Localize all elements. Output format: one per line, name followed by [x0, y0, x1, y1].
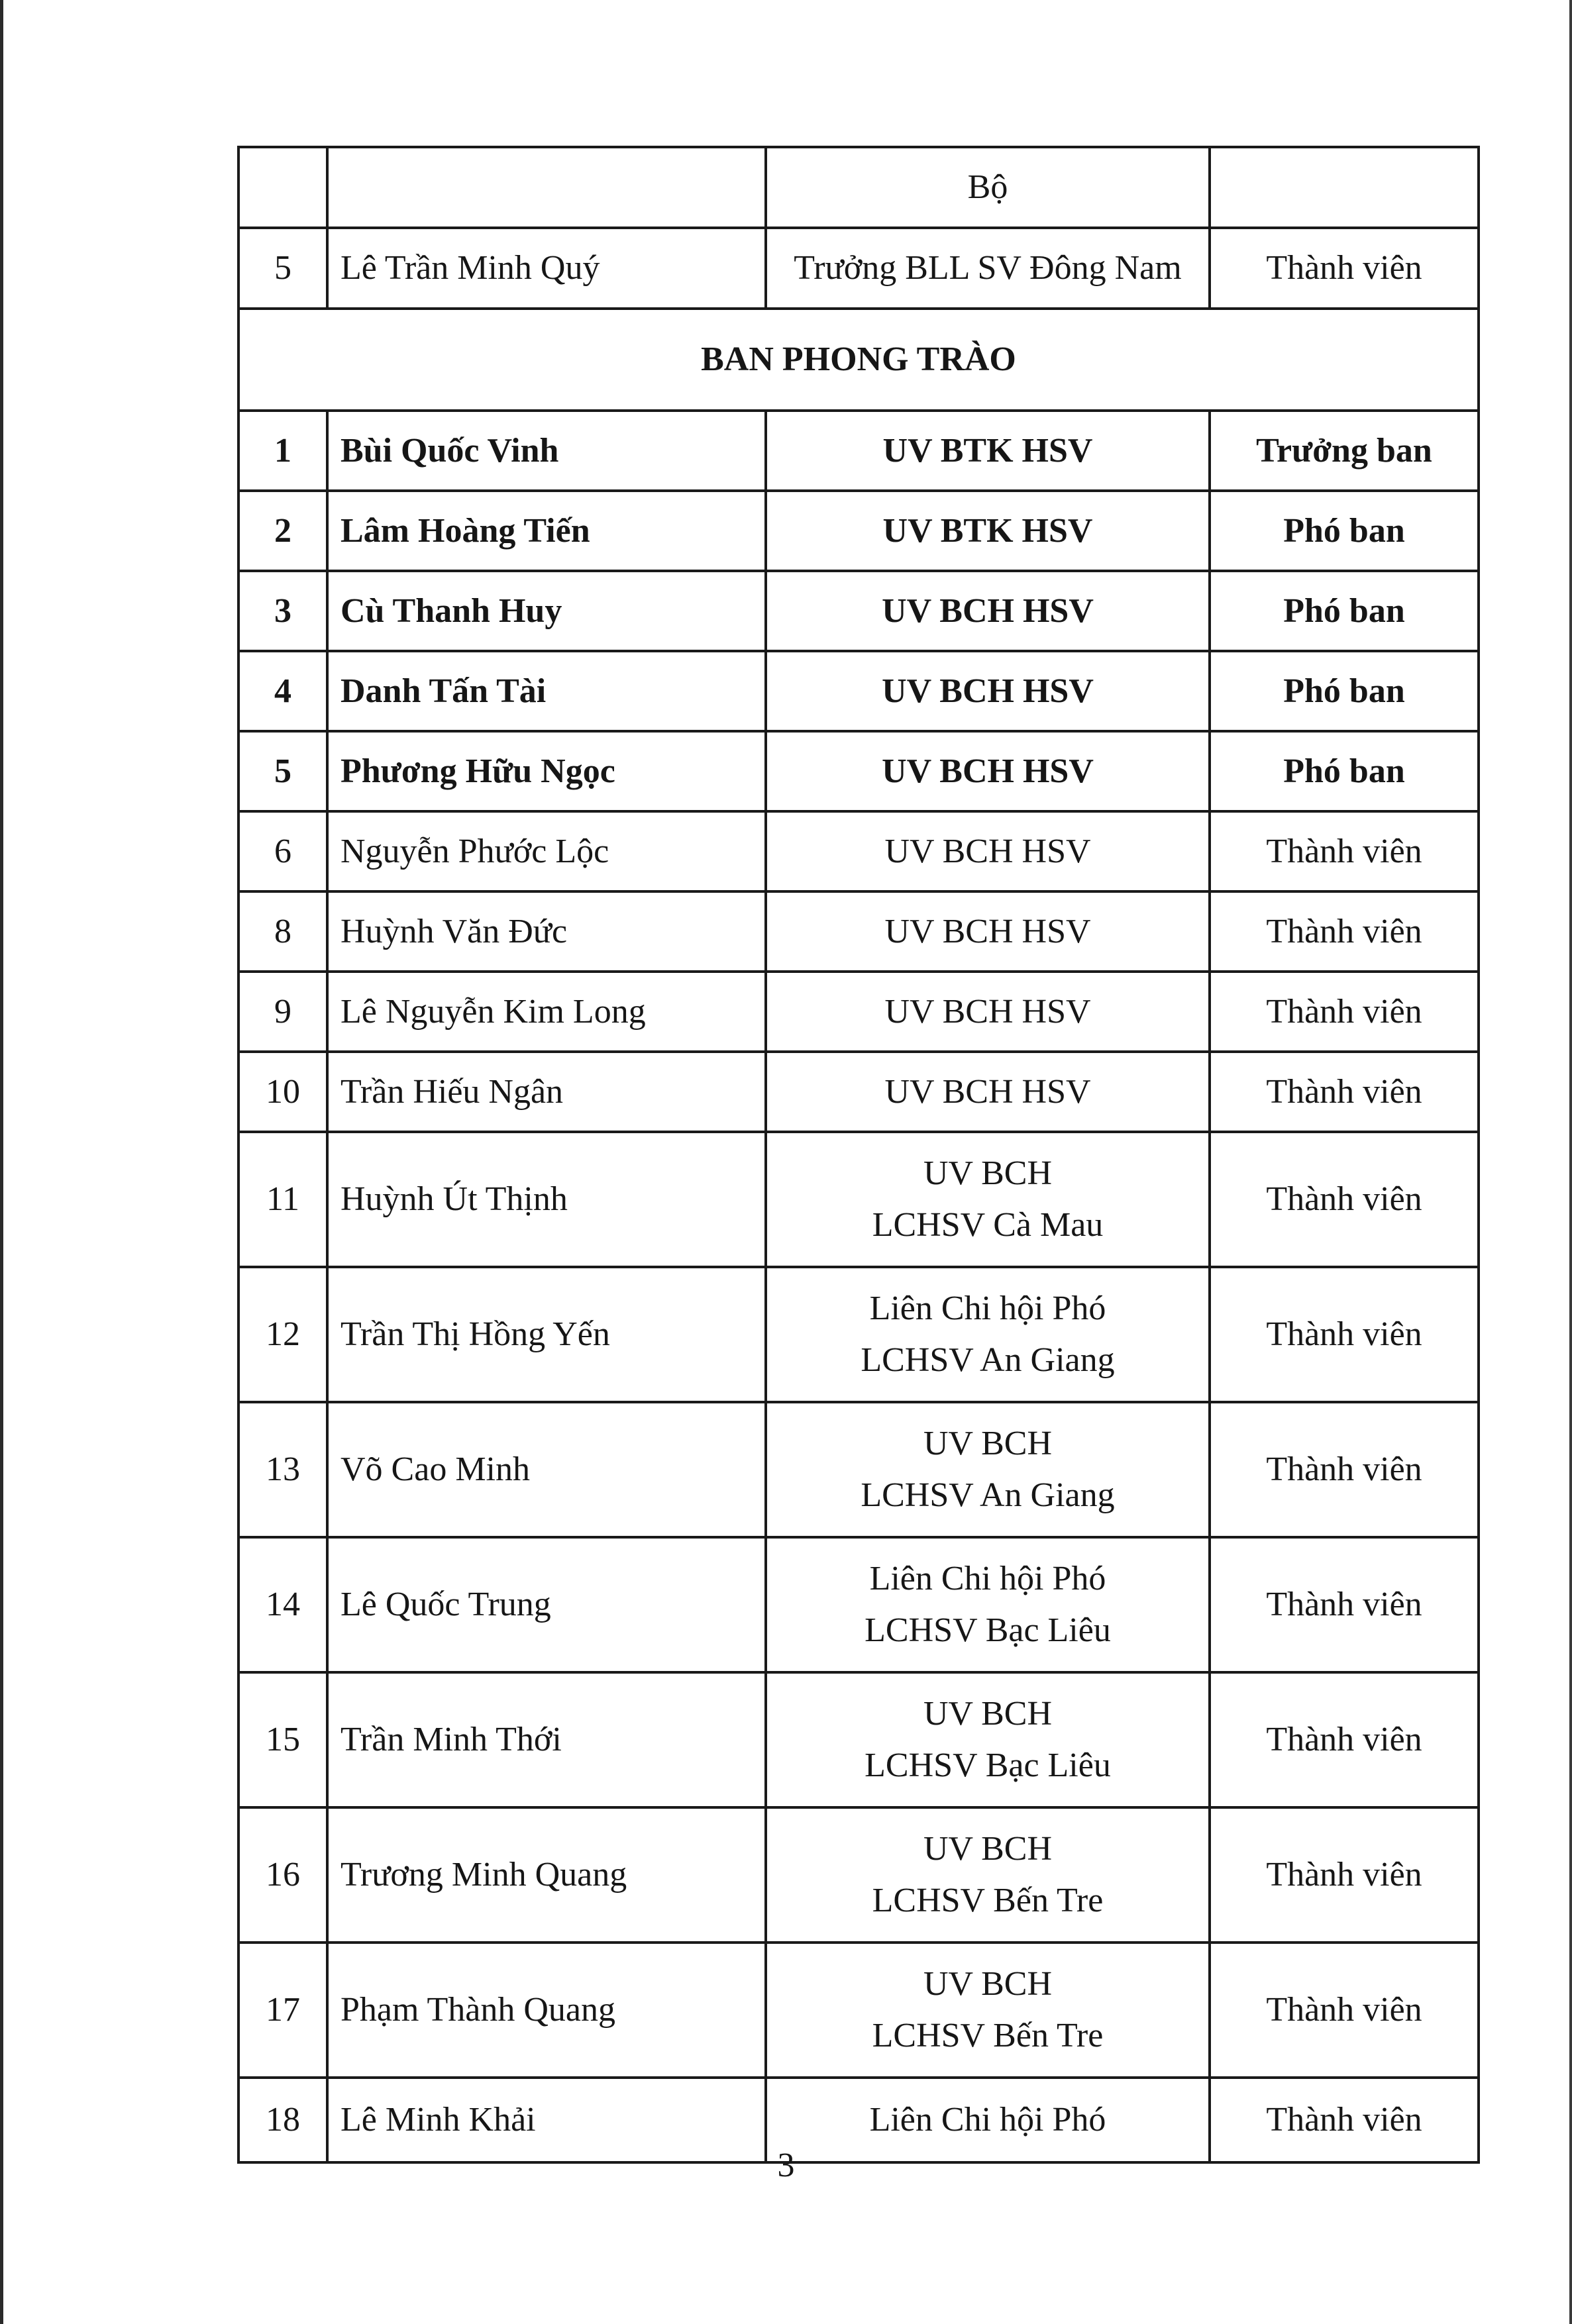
position-cell: Liên Chi hội Phó: [766, 2078, 1210, 2162]
role-cell: Phó ban: [1210, 731, 1479, 811]
position-cell: [766, 1132, 1210, 1267]
position-line-1: UV BCH: [923, 1830, 1053, 1868]
position-cell: Bộ: [766, 147, 1210, 228]
page-edge-right: [1569, 0, 1572, 2324]
stt-cell: 9: [238, 972, 327, 1052]
name-cell: Trần Minh Thới: [327, 1672, 766, 1807]
position-line-2: LCHSV An Giang: [861, 1341, 1115, 1379]
position-cell: [766, 1943, 1210, 2078]
position-cell: UV BCH HSV: [766, 651, 1210, 731]
stt-cell: 14: [238, 1537, 327, 1672]
position-line-2: LCHSV Bạc Liêu: [865, 1611, 1111, 1649]
page-number: 3: [777, 2147, 795, 2184]
position-cell: UV BCH HSV: [766, 972, 1210, 1052]
page-edge-left: [0, 0, 3, 2324]
role-cell: Thành viên: [1210, 1672, 1479, 1807]
table-row: [238, 891, 1479, 972]
stt-cell: 6: [238, 811, 327, 891]
role-cell: Thành viên: [1210, 1537, 1479, 1672]
name-cell: Lê Quốc Trung: [327, 1537, 766, 1672]
name-cell: Lê Trần Minh Quý: [327, 228, 766, 309]
name-cell: [327, 147, 766, 228]
stt-cell: 12: [238, 1267, 327, 1402]
member-table: [237, 146, 1480, 2164]
stt-cell: 2: [238, 491, 327, 571]
stt-cell: 13: [238, 1402, 327, 1537]
position-cell: UV BCH HSV: [766, 731, 1210, 811]
name-cell: Phương Hữu Ngọc: [327, 731, 766, 811]
position-cell: UV BCH HSV: [766, 1052, 1210, 1132]
role-cell: Thành viên: [1210, 1943, 1479, 2078]
stt-cell: 1: [238, 411, 327, 491]
stt-cell: 17: [238, 1943, 327, 2078]
stt-cell: [238, 147, 327, 228]
position-line-1: Liên Chi hội Phó: [869, 1560, 1106, 1597]
table-row: [238, 1807, 1479, 1943]
name-cell: Nguyễn Phước Lộc: [327, 811, 766, 891]
table-row-continuation: [238, 147, 1479, 228]
position-cell: UV BCH HSV: [766, 811, 1210, 891]
table-row: [238, 972, 1479, 1052]
table-row: [238, 1943, 1479, 2078]
position-line-1: UV BCH: [923, 1695, 1053, 1733]
stt-cell: 18: [238, 2078, 327, 2162]
role-cell: Phó ban: [1210, 651, 1479, 731]
name-cell: Trần Hiếu Ngân: [327, 1052, 766, 1132]
name-cell: Phạm Thành Quang: [327, 1943, 766, 2078]
table-row: [238, 651, 1479, 731]
position-cell: [766, 1672, 1210, 1807]
table-row: [238, 1402, 1479, 1537]
role-cell: Phó ban: [1210, 491, 1479, 571]
position-line-2: LCHSV An Giang: [861, 1476, 1115, 1514]
table-row: [238, 1537, 1479, 1672]
name-cell: Lâm Hoàng Tiến: [327, 491, 766, 571]
position-cell: [766, 1267, 1210, 1402]
role-cell: [1210, 147, 1479, 228]
table-row: [238, 731, 1479, 811]
name-cell: Trương Minh Quang: [327, 1807, 766, 1943]
position-cell: [766, 1537, 1210, 1672]
name-cell: Trần Thị Hồng Yến: [327, 1267, 766, 1402]
role-cell: Thành viên: [1210, 811, 1479, 891]
position-cell: UV BTK HSV: [766, 411, 1210, 491]
role-cell: Thành viên: [1210, 1402, 1479, 1537]
name-cell: Cù Thanh Huy: [327, 571, 766, 651]
table-row: [238, 491, 1479, 571]
stt-cell: 4: [238, 651, 327, 731]
position-line-2: LCHSV Bến Tre: [872, 2017, 1104, 2054]
position-line-1: Liên Chi hội Phó: [869, 1289, 1106, 1327]
position-line-1: UV BCH: [923, 1154, 1053, 1192]
name-cell: Võ Cao Minh: [327, 1402, 766, 1537]
section-header-row: [238, 309, 1479, 411]
stt-cell: 11: [238, 1132, 327, 1267]
role-cell: Thành viên: [1210, 1132, 1479, 1267]
position-cell: UV BTK HSV: [766, 491, 1210, 571]
role-cell: Thành viên: [1210, 1807, 1479, 1943]
role-cell: Thành viên: [1210, 1052, 1479, 1132]
stt-cell: 5: [238, 731, 327, 811]
name-cell: Bùi Quốc Vinh: [327, 411, 766, 491]
stt-cell: 15: [238, 1672, 327, 1807]
position-cell: [766, 1402, 1210, 1537]
position-cell: Trưởng BLL SV Đông Nam: [766, 228, 1210, 309]
name-cell: Lê Minh Khải: [327, 2078, 766, 2162]
stt-cell: 16: [238, 1807, 327, 1943]
table-row: [238, 1132, 1479, 1267]
role-cell: Thành viên: [1210, 891, 1479, 972]
position-cell: UV BCH HSV: [766, 891, 1210, 972]
table-row: [238, 1267, 1479, 1402]
stt-cell: 8: [238, 891, 327, 972]
position-line-1: UV BCH: [923, 1965, 1053, 2003]
role-cell: Thành viên: [1210, 1267, 1479, 1402]
name-cell: Huỳnh Văn Đức: [327, 891, 766, 972]
table-row: [238, 1052, 1479, 1132]
table-row: [238, 228, 1479, 309]
position-line-2: LCHSV Bến Tre: [872, 1882, 1104, 1919]
name-cell: Huỳnh Út Thịnh: [327, 1132, 766, 1267]
role-cell: Trưởng ban: [1210, 411, 1479, 491]
position-line-1: UV BCH: [923, 1425, 1053, 1462]
table-row: [238, 1672, 1479, 1807]
table-row: [238, 571, 1479, 651]
role-cell: Thành viên: [1210, 972, 1479, 1052]
role-cell: Thành viên: [1210, 228, 1479, 309]
position-line-2: LCHSV Bạc Liêu: [865, 1746, 1111, 1784]
table-row: [238, 411, 1479, 491]
stt-cell: 3: [238, 571, 327, 651]
name-cell: Danh Tấn Tài: [327, 651, 766, 731]
position-cell: UV BCH HSV: [766, 571, 1210, 651]
stt-cell: 5: [238, 228, 327, 309]
position-line-2: LCHSV Cà Mau: [872, 1206, 1104, 1244]
table-row: [238, 811, 1479, 891]
position-cell: [766, 1807, 1210, 1943]
role-cell: Phó ban: [1210, 571, 1479, 651]
stt-cell: 10: [238, 1052, 327, 1132]
section-title: BAN PHONG TRÀO: [238, 309, 1479, 411]
name-cell: Lê Nguyễn Kim Long: [327, 972, 766, 1052]
role-cell: Thành viên: [1210, 2078, 1479, 2162]
